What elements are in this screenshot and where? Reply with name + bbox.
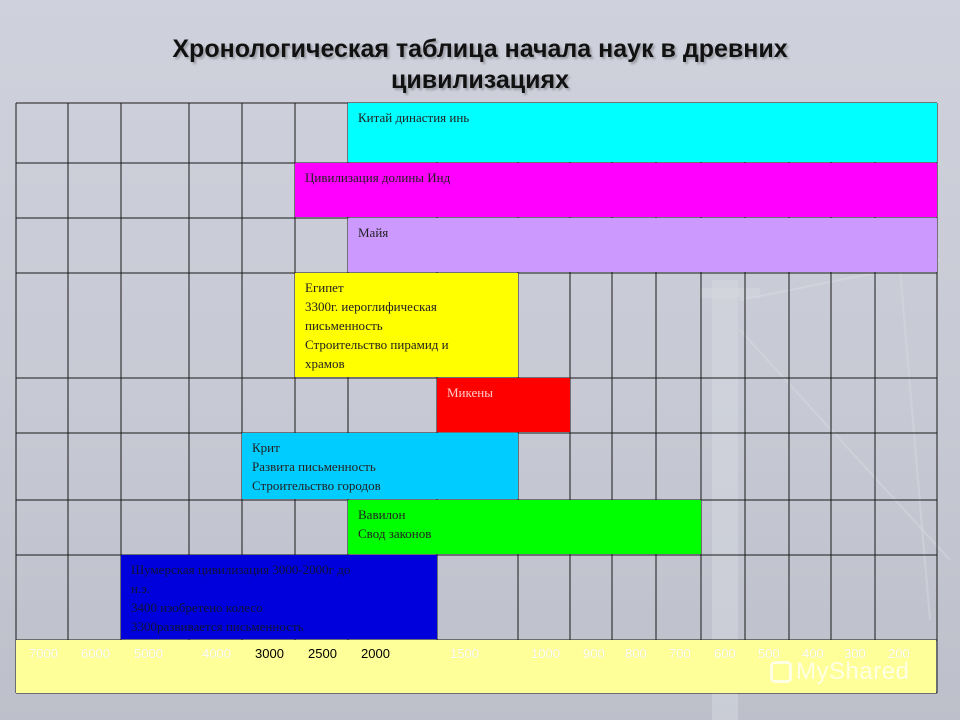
bar-mycenae-line: Микены [447,385,493,400]
year-label: 3000 [255,646,284,661]
bar-egypt-line: 3300г. иероглифическая [305,299,437,314]
year-label: 500 [758,646,780,661]
title-line-1: Хронологическая таблица начала наук в древних [172,35,788,63]
bar-babylon [348,500,701,554]
year-label: 1500 [450,646,479,661]
bar-mycenae [437,378,570,432]
bar-egypt [295,273,518,377]
bar-indus [295,163,937,217]
watermark-text: MyShared [796,658,910,685]
year-label: 200 [888,646,910,661]
title-line-2: цивилизациях [391,66,569,94]
year-label: 6000 [81,646,110,661]
watermark [770,658,909,686]
year-label: 5000 [134,646,163,661]
bar-sumer-line: Шумерская цивилизация 3000-2000г до [131,562,351,577]
year-label: 900 [583,646,605,661]
year-label: 1000 [531,646,560,661]
watermark-logo-icon [770,661,792,683]
bar-babylon-line: Свод законов [358,526,432,541]
bar-egypt-line: Строительство пирамид и [305,337,449,352]
bar-china [348,103,937,162]
bar-crete-line: Строительство городов [252,478,381,493]
year-label: 400 [802,646,824,661]
bar-sumer-line: 3300развивается письменность [131,619,304,634]
bar-indus-line: Цивилизация долины Инд [305,170,451,185]
year-label: 600 [714,646,736,661]
year-label: 300 [844,646,866,661]
bar-egypt-line: Египет [305,280,344,295]
year-label: 2500 [308,646,337,661]
bar-maya-line: Майя [358,225,389,240]
bar-crete-line: Развита письменность [252,459,376,474]
year-label: 700 [669,646,691,661]
year-label: 4000 [202,646,231,661]
bar-sumer-line: 3400 изобретено колесо [131,600,263,615]
bar-egypt-line: письменность [305,318,383,333]
bar-babylon-line: Вавилон [358,507,406,522]
bar-china-line: Китай династия инь [358,110,470,125]
year-label: 2000 [361,646,390,661]
bar-crete [242,433,518,499]
bar-sumer [121,555,437,639]
bar-crete-line: Крит [252,440,280,455]
bar-sumer-line: н.э. [131,581,151,596]
year-label: 7000 [29,646,58,661]
bar-egypt-line: храмов [305,356,345,371]
bar-maya [348,218,937,272]
year-label: 800 [625,646,647,661]
